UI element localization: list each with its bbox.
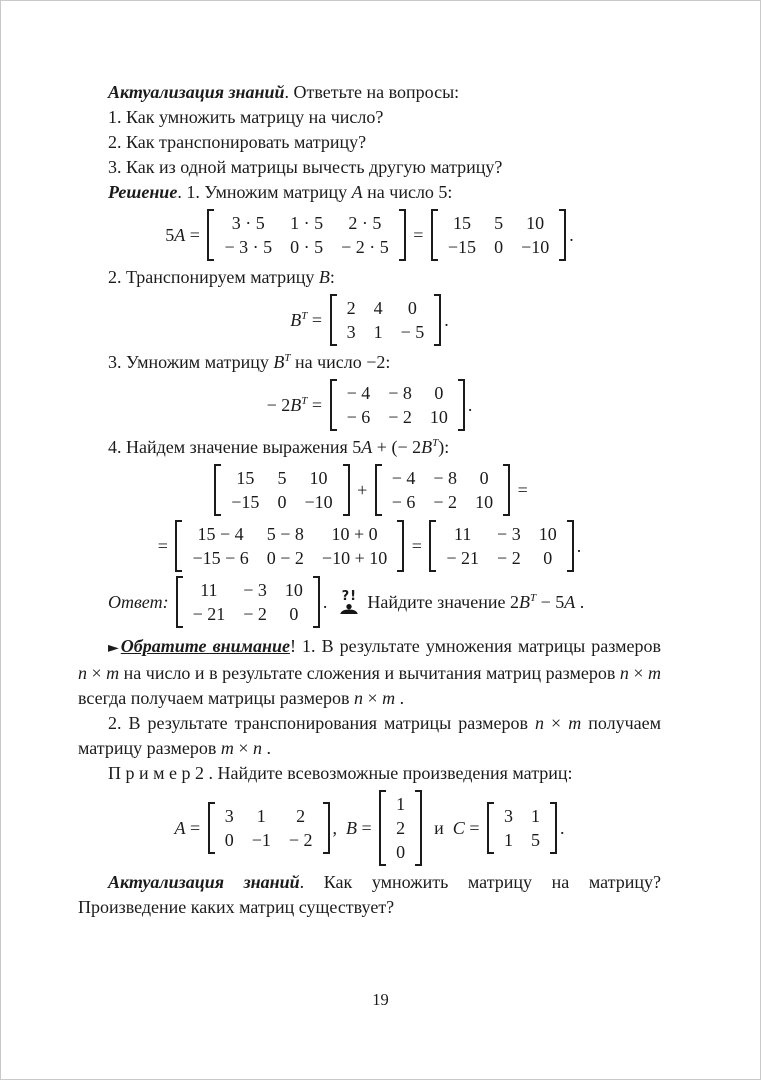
followup-task-text — [367, 592, 584, 613]
solution-step2-text — [78, 265, 661, 290]
matrix-left-bracket — [175, 520, 182, 572]
text-run: A — [361, 437, 373, 457]
text-run: Решение — [108, 182, 178, 202]
matrix-minus2bt — [375, 464, 510, 516]
matrix-grid — [214, 209, 398, 261]
matrix-cell: −15 — [447, 237, 477, 257]
question-1: 1. Как умножить матрицу на число? — [108, 107, 384, 127]
question-exclamation-label: ?! — [341, 589, 358, 604]
text-run: B — [421, 437, 433, 457]
matrix-grid — [436, 520, 566, 572]
matrix-cell: 2 · 5 — [348, 213, 382, 233]
matrix-cell: 10 — [538, 524, 557, 544]
matrix-cell: 2 — [346, 298, 356, 318]
text-run: T — [301, 394, 308, 407]
matrix-right-bracket — [313, 576, 320, 628]
matrix-right-bracket — [567, 520, 574, 572]
matrix-cell: − 21 — [192, 604, 226, 624]
matrix-cell: 5 − 8 — [266, 524, 304, 544]
period: . — [559, 817, 565, 838]
equals-sign: = — [157, 535, 173, 556]
page-content — [78, 80, 661, 920]
matrix-cell: 0 — [434, 383, 444, 403]
matrix-cell: 10 — [475, 492, 494, 512]
matrix-cell: 3 — [503, 806, 513, 826]
solution-step3-text — [78, 350, 661, 375]
matrix-cell: 10 — [526, 213, 545, 233]
text-run: . Ответьте на вопросы: — [284, 82, 460, 102]
text-run: T — [301, 309, 308, 322]
final-actualization-line2: Произведение каких матриц существует? — [78, 897, 395, 917]
matrix-cell: −10 + 10 — [321, 548, 388, 568]
matrix-left-bracket — [379, 790, 386, 866]
matrix-cell: − 2 · 5 — [341, 237, 389, 257]
matrix-right-bracket — [458, 379, 465, 431]
text-run: Обратите внимание — [120, 636, 290, 656]
matrix-cell: −1 — [251, 830, 271, 850]
matrix-cell: 1 — [503, 830, 513, 850]
text-run: m — [106, 663, 120, 683]
matrix-grid — [382, 464, 503, 516]
matrix-cell: 0 − 2 — [266, 548, 304, 568]
text-run: . — [262, 738, 272, 758]
matrix-b — [379, 790, 422, 866]
matrix-cell: 11 — [200, 580, 218, 600]
matrix-cell: 1 · 5 — [290, 213, 324, 233]
matrix-cell: 0 — [543, 548, 553, 568]
matrix-grid — [494, 802, 550, 854]
text-run: × — [363, 688, 383, 708]
matrix-cell: 3 — [224, 806, 234, 826]
text-run: . — [575, 591, 585, 612]
text-run: на число и в результате сложения и вычитания матриц размеров — [119, 663, 620, 683]
matrix-left-bracket — [431, 209, 438, 261]
text-run: = — [464, 817, 484, 838]
solution-step1-text — [78, 180, 661, 205]
note-paragraph-2 — [78, 711, 661, 761]
text-run: − 5 — [536, 591, 565, 612]
text-run: n — [78, 663, 87, 683]
matrix-a-lhs — [175, 818, 205, 839]
matrix-sum-expanded — [175, 520, 404, 572]
text-run: A — [351, 182, 363, 202]
text-run: B — [273, 352, 285, 372]
matrix-cell: − 6 — [391, 492, 416, 512]
text-run: . Как умножить матрицу на матрицу? — [299, 872, 661, 892]
matrix-cell: − 3 — [497, 524, 521, 544]
text-run: П р и м е р 2 . Найдите всевозможные произведения матриц: — [108, 763, 573, 783]
matrix-cell: 3 — [346, 322, 356, 342]
matrix-c-lhs — [453, 818, 484, 839]
question-3: 3. Как из одной матрицы вычесть другую матрицу? — [108, 157, 503, 177]
matrix-5a-expanded — [207, 209, 405, 261]
text-run: A — [174, 817, 186, 838]
matrix-cell: 5 — [277, 468, 287, 488]
matrix-right-bracket — [343, 464, 350, 516]
matrix-left-bracket — [176, 576, 183, 628]
matrix-cell: − 2 — [433, 492, 458, 512]
matrix-cell: − 4 — [346, 383, 371, 403]
text-run: B — [346, 817, 357, 838]
answer-label: Ответ: — [108, 591, 169, 612]
matrix-cell: 10 + 0 — [331, 524, 378, 544]
matrix-cell: 0 — [224, 830, 234, 850]
equals-sign: = — [408, 224, 428, 245]
text-run: 4. Найдем значение выражения 5 — [108, 437, 362, 457]
matrix-5a-result — [214, 464, 349, 516]
comma-separator: , — [332, 817, 346, 838]
matrix-left-bracket — [208, 802, 215, 854]
matrix-minus2bt — [330, 379, 465, 431]
matrix-cell: − 2 — [388, 407, 412, 427]
equation-lhs-minus2bt — [267, 395, 327, 416]
matrix-cell: 10 — [429, 407, 448, 427]
equals-sign: = — [407, 535, 427, 556]
equation-lhs-5a — [165, 225, 204, 246]
matrix-right-bracket — [434, 294, 441, 346]
matrix-cell: 2 — [396, 818, 406, 838]
period: . — [576, 535, 582, 556]
matrix-cell: 5 — [494, 213, 504, 233]
text-run: . 1. Умножим матрицу — [177, 182, 352, 202]
matrix-b-lhs — [346, 818, 376, 839]
matrix-cell: 5 — [530, 830, 540, 850]
person-silhouette-icon — [339, 604, 359, 614]
matrix-right-bracket — [503, 464, 510, 516]
matrix-grid — [221, 464, 342, 516]
period: . — [444, 309, 449, 330]
matrix-cell: 0 — [277, 492, 287, 512]
text-run: на число 5: — [362, 182, 453, 202]
matrix-cell: 1 — [256, 806, 266, 826]
equation-step4-evaluation — [78, 520, 661, 572]
matrix-cell: 11 — [454, 524, 472, 544]
matrix-cell: − 3 · 5 — [224, 237, 273, 257]
period: . — [467, 394, 473, 415]
matrix-grid — [438, 209, 559, 261]
matrix-cell: 1 — [373, 322, 383, 342]
matrix-cell: 0 — [479, 468, 489, 488]
matrix-cell: − 8 — [433, 468, 458, 488]
text-run: = — [307, 309, 327, 330]
text-run: : — [329, 267, 335, 287]
matrix-cell: −15 − 6 — [192, 548, 249, 568]
matrix-cell: 10 — [309, 468, 328, 488]
equation-step2 — [78, 294, 661, 346]
matrix-cell: − 2 — [497, 548, 521, 568]
equation-step1 — [78, 209, 661, 261]
actualization-heading — [78, 80, 661, 105]
matrix-cell: 1 — [530, 806, 540, 826]
matrix-cell: −15 — [231, 492, 260, 512]
matrix-left-bracket — [487, 802, 494, 854]
matrix-left-bracket — [207, 209, 214, 261]
text-run: 5 — [165, 224, 175, 245]
text-run: A — [174, 224, 186, 245]
note-paragraph-1 — [78, 634, 661, 711]
text-run: m — [220, 738, 234, 758]
text-run: × — [87, 663, 107, 683]
matrix-cell: − 21 — [446, 548, 480, 568]
matrix-grid — [215, 802, 323, 854]
page-number: 19 — [372, 990, 389, 1009]
text-run: ): — [438, 437, 450, 457]
example-2-heading — [78, 761, 661, 786]
text-run: ! 1. В результате умножения матрицы размеров — [289, 636, 661, 656]
matrix-cell: 0 — [396, 842, 406, 862]
matrix-cell: 2 — [296, 806, 306, 826]
matrix-cell: − 8 — [388, 383, 412, 403]
text-run: n — [354, 688, 363, 708]
matrix-cell: 10 — [284, 580, 303, 600]
text-run: T — [529, 591, 537, 604]
text-run: A — [564, 591, 576, 612]
matrix-cell: −10 — [521, 237, 550, 257]
matrix-right-bracket — [415, 790, 422, 866]
text-run: = — [185, 817, 205, 838]
text-run: Актуализация знаний — [108, 82, 285, 102]
matrix-right-bracket — [399, 209, 406, 261]
attention-task-icon — [339, 590, 359, 614]
text-run: n — [619, 663, 629, 683]
text-run: n — [535, 713, 545, 733]
matrix-cell: 4 — [373, 298, 383, 318]
matrix-sum-result — [429, 520, 573, 572]
text-run: T — [432, 437, 439, 449]
matrix-cell: 0 — [494, 237, 504, 257]
text-run: B — [290, 394, 302, 415]
matrix-cell: − 2 — [288, 830, 313, 850]
text-run: m — [382, 688, 396, 708]
matrix-cell: 15 − 4 — [197, 524, 244, 544]
question-2: 2. Как транспонировать матрицу? — [108, 132, 367, 152]
text-run: + (− 2 — [372, 437, 422, 457]
answer-matrix — [176, 576, 320, 628]
text-run: T — [284, 352, 291, 364]
matrix-grid — [337, 379, 458, 431]
matrix-cell: 15 — [452, 213, 471, 233]
matrix-5a-result — [431, 209, 566, 261]
final-actualization-line1 — [78, 870, 661, 895]
matrix-left-bracket — [330, 379, 337, 431]
matrix-right-bracket — [397, 520, 404, 572]
matrix-cell: − 2 — [243, 604, 267, 624]
matrix-grid — [337, 294, 435, 346]
text-run: Найдите значение 2 — [367, 591, 519, 612]
text-run: получаем матрицу размеров — [78, 713, 661, 758]
matrix-cell: 0 · 5 — [290, 237, 324, 257]
matrix-c — [487, 802, 557, 854]
text-run: 2. В результате транспонирования матрицы размеров — [108, 713, 536, 733]
matrix-right-bracket — [559, 209, 566, 261]
matrix-left-bracket — [429, 520, 436, 572]
text-run: = — [357, 817, 377, 838]
text-run: Актуализация знаний — [108, 872, 300, 892]
matrix-left-bracket — [214, 464, 221, 516]
text-run: = — [185, 224, 205, 245]
matrix-cell: 15 — [236, 468, 255, 488]
text-run: × — [628, 663, 648, 683]
matrix-cell: − 4 — [391, 468, 416, 488]
plus-sign: + — [352, 479, 372, 500]
matrix-cell: 0 — [407, 298, 417, 318]
text-run: m — [648, 663, 661, 683]
equation-example2-matrices — [78, 790, 661, 866]
text-run: × — [233, 738, 254, 758]
text-run: × — [544, 713, 569, 733]
text-run: B — [518, 591, 530, 612]
matrix-grid — [182, 520, 397, 572]
matrix-cell: − 3 — [243, 580, 267, 600]
text-run: = — [307, 394, 327, 415]
text-run: всегда получаем матрицы размеров — [78, 688, 354, 708]
matrix-cell: 1 — [396, 794, 406, 814]
text-run: на число −2: — [290, 352, 391, 372]
matrix-cell: 3 · 5 — [231, 213, 265, 233]
matrix-grid — [386, 790, 415, 866]
text-run: ► — [108, 640, 119, 656]
matrix-cell: − 5 — [400, 322, 425, 342]
equals-sign: = — [513, 479, 528, 500]
text-run: C — [452, 817, 465, 838]
text-run: − 2 — [266, 394, 291, 415]
text-run: 2. Транспонируем матрицу — [108, 267, 319, 287]
equation-step3 — [78, 379, 661, 431]
text-run: . — [395, 688, 405, 708]
matrix-left-bracket — [330, 294, 337, 346]
matrix-cell: 0 — [289, 604, 299, 624]
text-run: m — [568, 713, 582, 733]
matrix-right-bracket — [550, 802, 557, 854]
and-connector: и — [425, 817, 453, 838]
text-run: B — [318, 267, 330, 287]
text-run: 3. Умножим матрицу — [108, 352, 274, 372]
matrix-b-transposed — [330, 294, 442, 346]
matrix-cell: −10 — [304, 492, 333, 512]
matrix-right-bracket — [323, 802, 330, 854]
matrix-grid — [183, 576, 313, 628]
text-run: B — [290, 309, 302, 330]
equation-step4-sum — [78, 464, 661, 516]
matrix-left-bracket — [375, 464, 382, 516]
solution-step4-text — [78, 435, 661, 460]
period: . — [322, 591, 328, 612]
matrix-a — [208, 802, 330, 854]
text-run: n — [253, 738, 263, 758]
matrix-cell: − 6 — [346, 407, 371, 427]
period: . — [569, 224, 574, 245]
answer-line — [78, 576, 661, 628]
equation-lhs-bt — [290, 310, 326, 331]
